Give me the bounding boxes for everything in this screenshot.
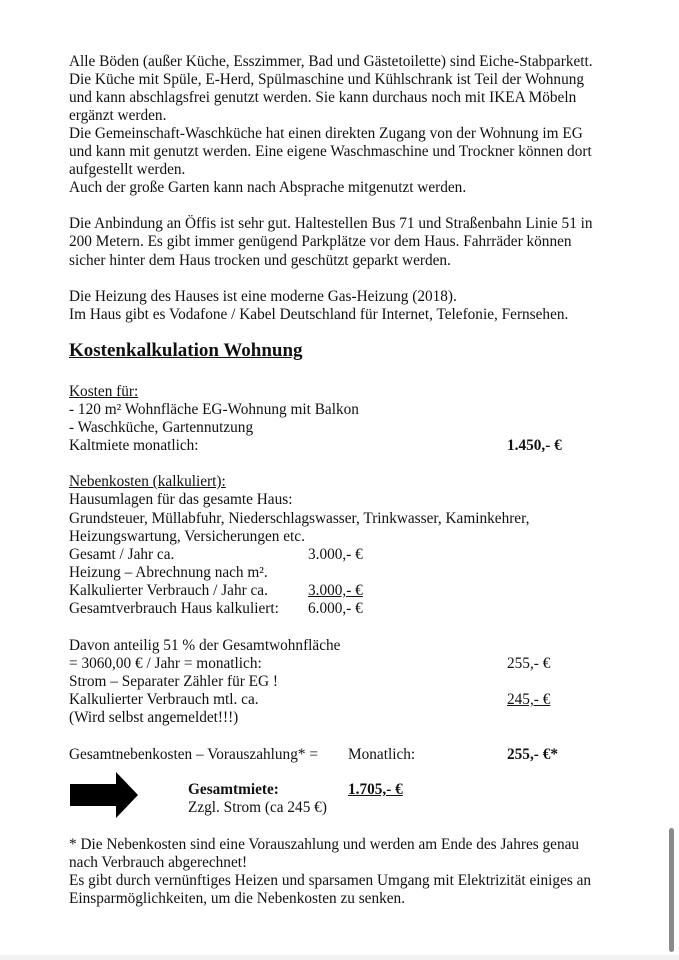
gesamt-label: Gesamt / Jahr ca. xyxy=(69,546,175,563)
text-line: Hausumlagen für das gesamte Haus: xyxy=(69,491,293,508)
haus-label: Gesamtverbrauch Haus kalkuliert: xyxy=(69,600,279,617)
text-line: Grundsteuer, Müllabfuhr, Niederschlagswasser, Trinkwasser, Kaminkehrer, xyxy=(69,510,530,527)
strom-value: 245,- € xyxy=(507,691,551,708)
text-line: Strom – Separater Zähler für EG ! xyxy=(69,673,278,690)
kosten-title: Kosten für: xyxy=(69,383,139,400)
paragraph-line: Auch der große Garten kann nach Absprache mitgenutzt werden. xyxy=(69,179,467,196)
paragraph-line: 200 Metern. Es gibt immer genügend Parkplätze vor dem Haus. Fahrräder können xyxy=(69,233,572,250)
total-label: Gesamtnebenkosten – Vorauszahlung* = xyxy=(69,746,318,763)
scrollbar[interactable] xyxy=(669,828,674,952)
gesamtmiete-value: 1.705,- € xyxy=(348,781,403,798)
kaltmiete-label: Kaltmiete monatlich: xyxy=(69,437,199,454)
paragraph-line: ergänzt werden. xyxy=(69,107,167,124)
text-line: (Wird selbst angemeldet!!!) xyxy=(69,709,239,726)
strom-label: Kalkulierter Verbrauch mtl. ca. xyxy=(69,691,259,708)
paragraph-line: Alle Böden (außer Küche, Esszimmer, Bad und Gästetoilette) sind Eiche-Stabparkett. xyxy=(69,53,593,70)
arrow-right-icon xyxy=(70,772,138,818)
gesamtmiete-label: Gesamtmiete: xyxy=(188,781,279,798)
footnote-line: Einsparmöglichkeiten, um die Nebenkosten zu senken. xyxy=(69,890,406,907)
section-heading: Kostenkalkulation Wohnung xyxy=(69,340,303,361)
verbrauch-label: Kalkulierter Verbrauch / Jahr ca. xyxy=(69,582,268,599)
total-value: 255,- €* xyxy=(507,746,558,763)
paragraph-line: Die Heizung des Hauses ist eine moderne Gas-Heizung (2018). xyxy=(69,288,457,305)
nebenkosten-title: Nebenkosten (kalkuliert): xyxy=(69,473,226,490)
text-line: Heizung – Abrechnung nach m². xyxy=(69,564,268,581)
footnote-line: Es gibt durch vernünftiges Heizen und sparsamen Umgang mit Elektrizität einiges an xyxy=(69,872,592,889)
paragraph-line: und kann mit genutzt werden. Eine eigene Waschmaschine und Trockner können dort xyxy=(69,143,592,160)
verbrauch-value: 3.000,- € xyxy=(308,582,363,599)
paragraph-line: Im Haus gibt es Vodafone / Kabel Deutschland für Internet, Telefonie, Fernsehen. xyxy=(69,306,569,323)
footnote-line: * Die Nebenkosten sind eine Vorauszahlung und werden am Ende des Jahres genau xyxy=(69,836,580,853)
paragraph-line: und kann abschlagsfrei genutzt werden. Sie kann durchaus noch mit IKEA Möbeln xyxy=(69,89,577,106)
text-line: Heizungswartung, Versicherungen etc. xyxy=(69,528,305,545)
text-line: Davon anteilig 51 % der Gesamtwohnfläche xyxy=(69,637,341,654)
paragraph-line: Die Anbindung an Öffis ist sehr gut. Haltestellen Bus 71 und Straßenbahn Linie 51 in xyxy=(69,215,593,232)
strom-note: Zzgl. Strom (ca 245 €) xyxy=(188,799,327,816)
total-period: Monatlich: xyxy=(348,746,416,763)
monat-label: = 3060,00 € / Jahr = monatlich: xyxy=(69,655,262,672)
kaltmiete-value: 1.450,- € xyxy=(507,437,562,454)
paragraph-line: sicher hinter dem Haus trocken und geschützt geparkt werden. xyxy=(69,252,451,269)
paragraph-line: Die Gemeinschaft-Waschküche hat einen direkten Zugang von der Wohnung im EG xyxy=(69,125,583,142)
gesamt-value: 3.000,- € xyxy=(308,546,363,563)
page-bottom-edge xyxy=(0,955,679,960)
footnote-line: nach Verbrauch abgerechnet! xyxy=(69,854,248,871)
paragraph-line: aufgestellt werden. xyxy=(69,161,186,178)
kosten-item: - Waschküche, Gartennutzung xyxy=(69,419,254,436)
haus-value: 6.000,- € xyxy=(308,600,363,617)
paragraph-line: Die Küche mit Spüle, E-Herd, Spülmaschine und Kühlschrank ist Teil der Wohnung xyxy=(69,71,585,88)
kosten-item: - 120 m² Wohnfläche EG-Wohnung mit Balkon xyxy=(69,401,359,418)
monat-value: 255,- € xyxy=(507,655,551,672)
